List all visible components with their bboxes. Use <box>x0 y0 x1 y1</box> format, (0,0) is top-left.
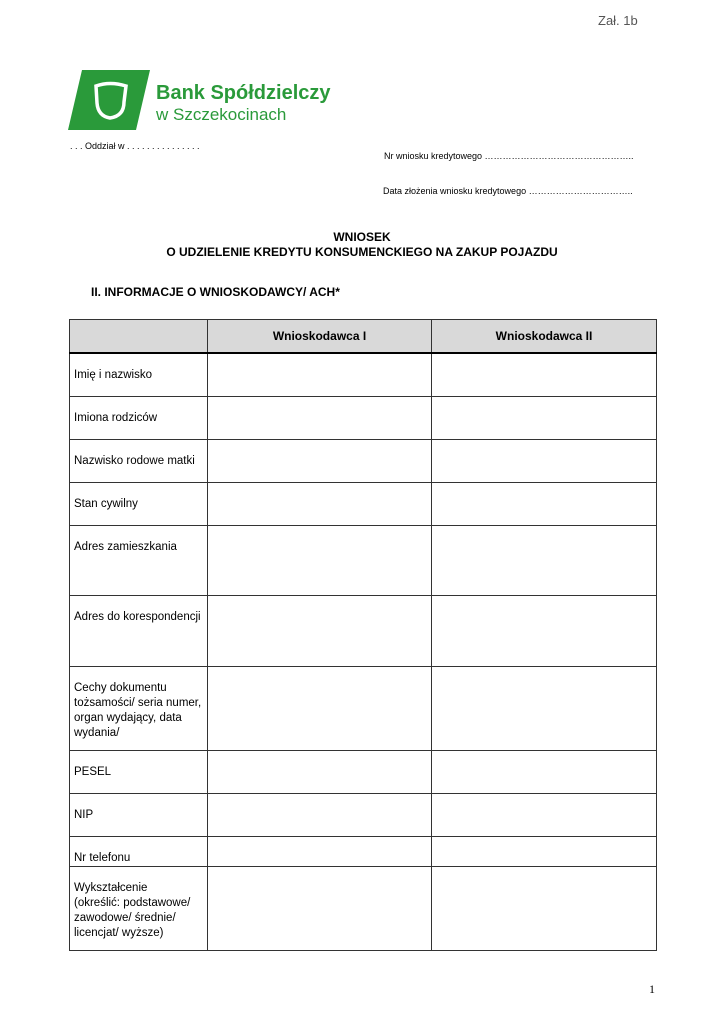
table-header-row <box>70 320 657 354</box>
row-label: Cechy dokumentu tożsamości/ seria numer, organ wydający, data wydania/ <box>70 666 208 750</box>
header-applicant-1: Wnioskodawca I <box>208 320 432 354</box>
table-row <box>70 750 657 793</box>
row-label: Adres do korespondencji <box>70 595 208 666</box>
row-label: Imiona rodziców <box>70 396 208 439</box>
applicant-2-field[interactable] <box>432 439 657 482</box>
applicant-1-field[interactable] <box>208 666 432 750</box>
applicant-1-field[interactable] <box>208 525 432 595</box>
applicant-2-field[interactable] <box>432 595 657 666</box>
table-row <box>70 525 657 595</box>
row-label: Nr telefonu <box>70 836 208 866</box>
applicant-1-field[interactable] <box>208 353 432 396</box>
section-heading: II. INFORMACJE O WNIOSKODAWCY/ ACH* <box>91 285 340 299</box>
applicant-2-field[interactable] <box>432 750 657 793</box>
header-applicant-2: Wnioskodawca II <box>432 320 657 354</box>
title-line-2: O UDZIELENIE KREDYTU KONSUMENCKIEGO NA ZAKUP POJAZDU <box>166 245 558 259</box>
applicant-2-field[interactable] <box>432 666 657 750</box>
document-title <box>0 230 724 260</box>
table-row <box>70 396 657 439</box>
bank-logo-icon <box>68 70 150 130</box>
applicant-1-field[interactable] <box>208 836 432 866</box>
applicant-1-field[interactable] <box>208 396 432 439</box>
applicant-1-field[interactable] <box>208 793 432 836</box>
header-cell-blank <box>70 320 208 354</box>
bank-name: Bank Spółdzielczy <box>156 82 331 104</box>
table-row <box>70 866 657 950</box>
table-row <box>70 836 657 866</box>
applicant-2-field[interactable] <box>432 525 657 595</box>
applicant-2-field[interactable] <box>432 353 657 396</box>
applicant-1-field[interactable] <box>208 439 432 482</box>
table-row <box>70 793 657 836</box>
applicant-1-field[interactable] <box>208 750 432 793</box>
applicant-2-field[interactable] <box>432 793 657 836</box>
applicant-1-field[interactable] <box>208 595 432 666</box>
row-label: Nazwisko rodowe matki <box>70 439 208 482</box>
applicant-2-field[interactable] <box>432 836 657 866</box>
title-line-1: WNIOSEK <box>333 230 391 244</box>
branch-field[interactable]: . . . Oddział w . . . . . . . . . . . . . . . <box>70 141 200 151</box>
page-number: 1 <box>649 982 655 996</box>
row-label: Imię i nazwisko <box>70 353 208 396</box>
row-label: PESEL <box>70 750 208 793</box>
table-row <box>70 666 657 750</box>
bank-location: w Szczekocinach <box>156 105 287 124</box>
applicants-table <box>69 319 657 951</box>
table-row <box>70 439 657 482</box>
table-row <box>70 353 657 396</box>
applicant-1-field[interactable] <box>208 482 432 525</box>
applicant-2-field[interactable] <box>432 866 657 950</box>
table-row <box>70 482 657 525</box>
row-label: NIP <box>70 793 208 836</box>
attachment-mark: Zał. 1b <box>598 14 638 28</box>
row-label: Adres zamieszkania <box>70 525 208 595</box>
applicant-1-field[interactable] <box>208 866 432 950</box>
applicant-2-field[interactable] <box>432 482 657 525</box>
application-date-field[interactable]: Data złożenia wniosku kredytowego …………………………….. <box>383 186 633 196</box>
row-label: Wykształcenie (określić: podstawowe/ zawodowe/ średnie/ licencjat/ wyższe) <box>70 866 208 950</box>
table-row <box>70 595 657 666</box>
applicant-2-field[interactable] <box>432 396 657 439</box>
bank-logo <box>68 70 348 130</box>
application-number-field[interactable]: Nr wniosku kredytowego ………………………………………….. <box>384 151 634 161</box>
row-label: Stan cywilny <box>70 482 208 525</box>
